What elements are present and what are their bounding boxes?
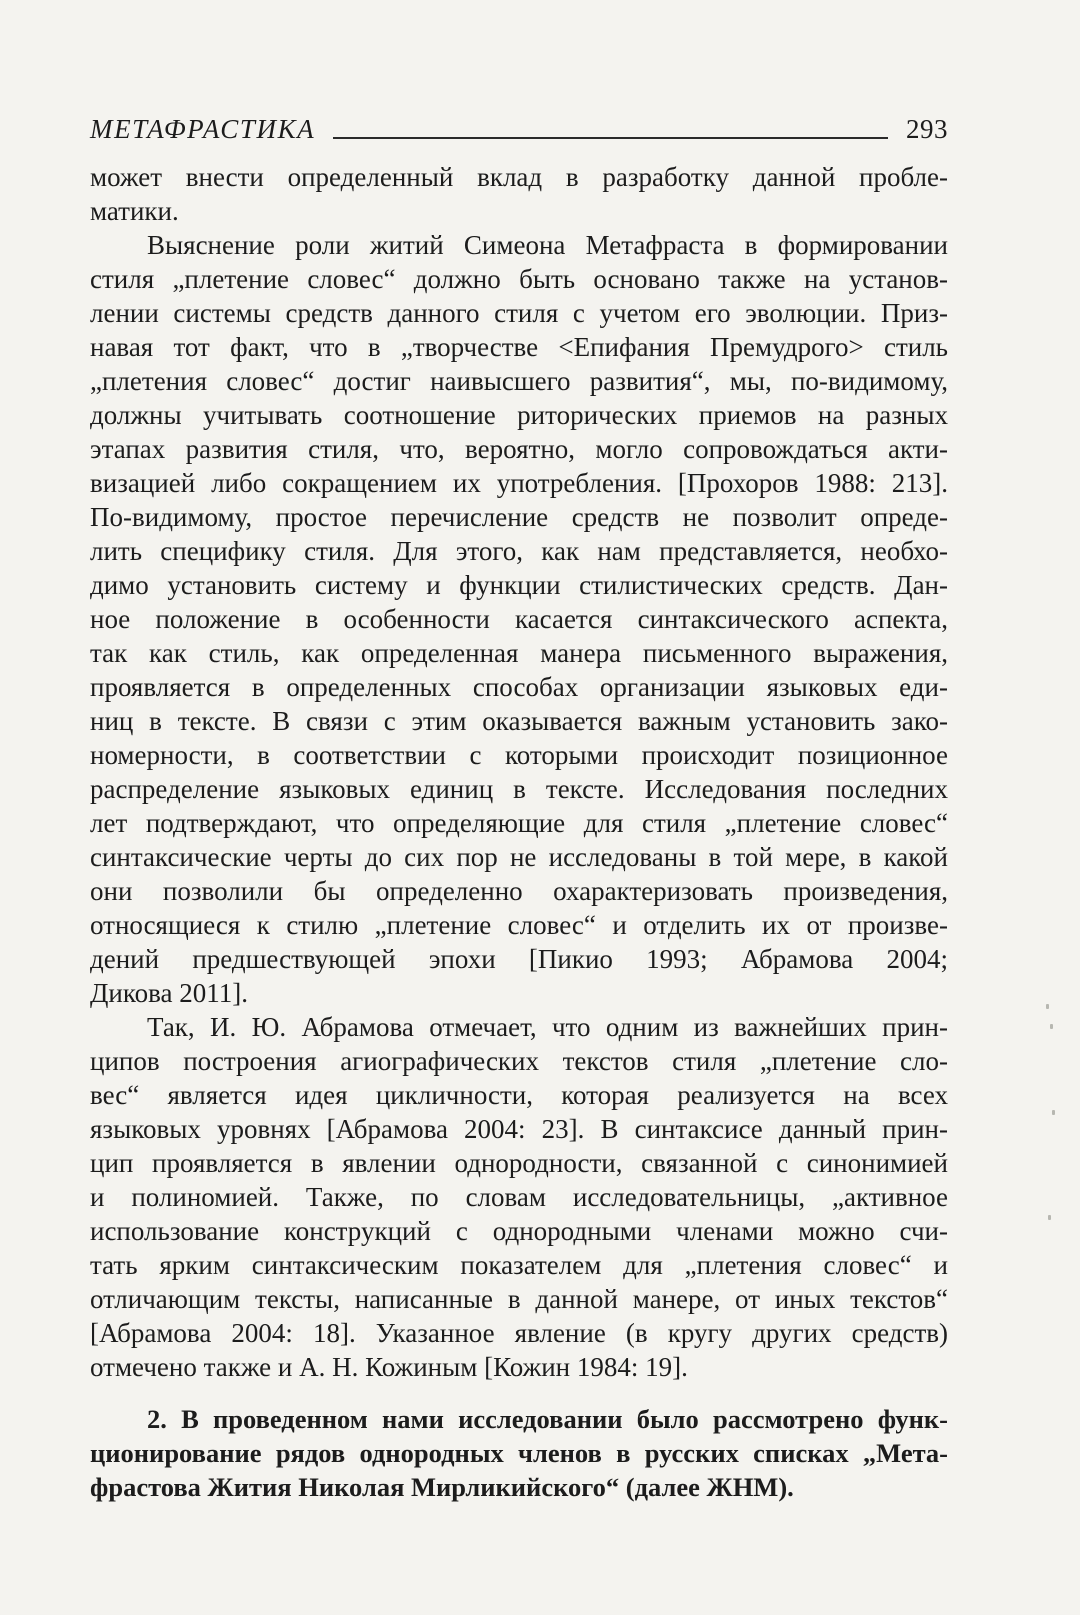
text-line: стиля „плетение словес“ должно быть основано также на установ-	[90, 264, 948, 294]
text-line: Дикова 2011].	[90, 978, 248, 1008]
section-spacer	[90, 1384, 948, 1402]
text-line: тать ярким синтаксическим показателем для „плетения словес“ и	[90, 1250, 948, 1280]
text-line: распределение языковых единиц в тексте. Исследования последних	[90, 774, 948, 804]
text-line: отличающим тексты, написанные в данной манере, от иных текстов“	[90, 1284, 948, 1314]
text-line: и полиномией. Также, по словам исследовательницы, „активное	[90, 1182, 948, 1212]
scan-artifacts	[1042, 1000, 1060, 1260]
text-line: ное положение в особенности касается синтаксического аспекта,	[90, 604, 948, 634]
text-line: ниц в тексте. В связи с этим оказывается важным установить зако-	[90, 706, 948, 736]
paragraph-start-line: Так, И. Ю. Абрамова отмечает, что одним из важнейших прин-	[147, 1012, 948, 1042]
section-line: фрастова Жития Николая Мирликийского“ (далее ЖНМ).	[90, 1472, 794, 1502]
text-line: лить специфику стиля. Для этого, как нам представляется, необхо-	[90, 536, 948, 566]
text-line: димо установить систему и функции стилистических средств. Дан-	[90, 570, 948, 600]
text-line: лет подтверждают, что определяющие для стиля „плетение словес“	[90, 808, 948, 838]
scan-speck	[1052, 1110, 1055, 1115]
text-line: визацией либо сокращением их употребления. [Прохоров 1988: 213].	[90, 468, 948, 498]
text-line: ципов построения агиографических текстов стиля „плетение сло-	[90, 1046, 948, 1076]
text-line: [Абрамова 2004: 18]. Указанное явление (в кругу других средств)	[90, 1318, 948, 1348]
scan-speck	[1050, 1024, 1053, 1029]
running-title: МЕТАФРАСТИКА	[90, 114, 316, 144]
text-line: относящиеся к стилю „плетение словес“ и отделить их от произве-	[90, 910, 948, 940]
text-line: цип проявляется в явлении однородности, связанной с синонимией	[90, 1148, 948, 1178]
text-line: По-видимому, простое перечисление средств не позволит опреде-	[90, 502, 948, 532]
text-line: использование конструкций с однородными членами можно счи-	[90, 1216, 948, 1246]
section-paragraph	[90, 1402, 948, 1504]
text-line: синтаксические черты до сих пор не исследованы в той мере, в какой	[90, 842, 948, 872]
text-line: должны учитывать соотношение риторических приемов на разных	[90, 400, 948, 430]
text-line: матики.	[90, 196, 179, 226]
text-line: проявляется в определенных способах организации языковых еди-	[90, 672, 948, 702]
text-line: дений предшествующей эпохи [Пикио 1993; Абрамова 2004;	[90, 944, 948, 974]
text-line: языковых уровнях [Абрамова 2004: 23]. В синтаксисе данный прин-	[90, 1114, 948, 1144]
text-line: „плетения словес“ достиг наивысшего развития“, мы, по-видимому,	[90, 366, 948, 396]
text-line: они позволили бы определенно охарактеризовать произведения,	[90, 876, 948, 906]
section-line: 2. В проведенном нами исследовании было рассмотрено функ-	[147, 1404, 948, 1434]
text-line: может внести определенный вклад в разработку данной пробле-	[90, 162, 948, 192]
paragraph-start-line: Выяснение роли житий Симеона Метафраста в формировании	[147, 230, 948, 260]
text-line: лении системы средств данного стиля с учетом его эволюции. Приз-	[90, 298, 948, 328]
running-header	[90, 103, 948, 143]
text-line: вес“ является идея цикличности, которая реализуется на всех	[90, 1080, 948, 1110]
text-line: номерности, в соответствии с которыми происходит позиционное	[90, 740, 948, 770]
text-line: этапах развития стиля, что, вероятно, могло сопровождаться акти-	[90, 434, 948, 464]
scan-speck	[1046, 1004, 1049, 1009]
text-line: так как стиль, как определенная манера письменного выражения,	[90, 638, 948, 668]
body-text	[90, 160, 948, 1504]
header-rule	[333, 137, 888, 139]
text-line: навая тот факт, что в „творчестве <Епифания Премудрого> стиль	[90, 332, 948, 362]
page-number: 293	[906, 114, 948, 144]
section-line: ционирование рядов однородных членов в русских списках „Мета-	[90, 1438, 948, 1468]
scan-speck	[1048, 1215, 1051, 1220]
text-line: отмечено также и А. Н. Кожиным [Кожин 1984: 19].	[90, 1352, 688, 1382]
